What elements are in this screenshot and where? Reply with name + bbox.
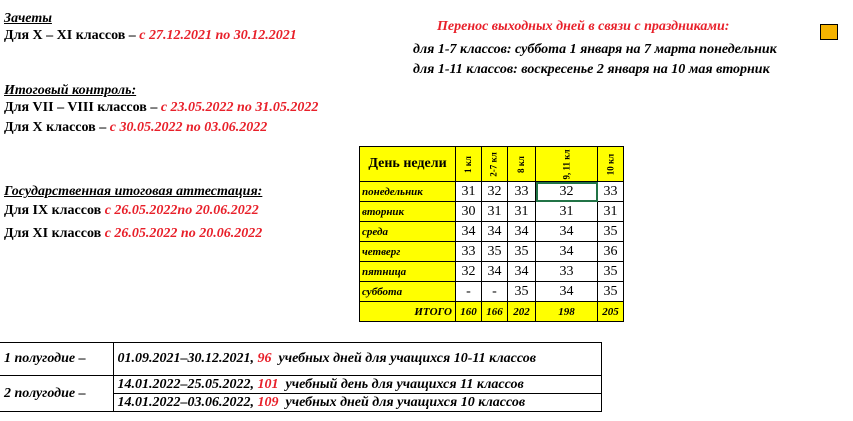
- semester-range: 14.01.2022–25.05.2022,: [117, 376, 258, 392]
- total-label: ИТОГО: [360, 302, 456, 322]
- value-cell[interactable]: 30: [456, 202, 482, 222]
- total-cell[interactable]: 160: [456, 302, 482, 322]
- total-cell[interactable]: 205: [598, 302, 624, 322]
- table-row: [360, 182, 624, 202]
- credits-dates: с 27.12.2021 по 30.12.2021: [139, 28, 297, 43]
- attestation-label: Для IX классов: [4, 203, 105, 218]
- orange-marker: [820, 24, 838, 40]
- value-cell[interactable]: 35: [598, 282, 624, 302]
- value-cell[interactable]: 36: [598, 242, 624, 262]
- control-line-1: [4, 100, 318, 116]
- semester-days: 101: [257, 376, 279, 392]
- semester-label: 1 полугодие –: [0, 343, 113, 376]
- header-class: 8 кл: [508, 147, 536, 182]
- credits-line: [4, 28, 297, 44]
- transfer-line-1: для 1-7 классов: суббота 1 января на 7 марта понедельник: [413, 42, 777, 57]
- value-cell[interactable]: 35: [482, 242, 508, 262]
- control-label: Для VII – VIII классов –: [4, 100, 161, 115]
- value-cell[interactable]: 31: [482, 202, 508, 222]
- transfer-line-2: для 1-11 классов: воскресенье 2 января на 10 мая вторник: [413, 62, 770, 77]
- semester-label: 2 полугодие –: [0, 376, 113, 412]
- semester-line: [113, 343, 601, 376]
- day-cell: четверг: [360, 242, 456, 262]
- credits-heading: Зачеты: [4, 11, 52, 26]
- semester-row-2: [0, 376, 601, 394]
- value-cell[interactable]: 33: [508, 182, 536, 202]
- semester-text: учебный день для учащихся 11 классов: [278, 376, 524, 392]
- value-cell[interactable]: 33: [456, 242, 482, 262]
- value-cell[interactable]: 34: [508, 262, 536, 282]
- value-cell[interactable]: 31: [536, 202, 598, 222]
- table-row: [360, 282, 624, 302]
- total-cell[interactable]: 198: [536, 302, 598, 322]
- value-cell[interactable]: 35: [508, 242, 536, 262]
- value-cell[interactable]: 35: [508, 282, 536, 302]
- value-cell[interactable]: 31: [508, 202, 536, 222]
- day-cell: пятница: [360, 262, 456, 282]
- value-cell[interactable]: 33: [598, 182, 624, 202]
- value-cell[interactable]: 35: [598, 262, 624, 282]
- schedule-table: [359, 146, 624, 322]
- table-row: [360, 242, 624, 262]
- semester-line: [113, 394, 601, 412]
- value-cell[interactable]: 34: [536, 222, 598, 242]
- semester-text: учебных дней для учащихся 10 классов: [278, 394, 526, 410]
- schedule-header-row: [360, 147, 624, 182]
- day-cell: вторник: [360, 202, 456, 222]
- table-row: [360, 222, 624, 242]
- total-cell[interactable]: 166: [482, 302, 508, 322]
- table-row: [360, 202, 624, 222]
- total-cell[interactable]: 202: [508, 302, 536, 322]
- value-cell[interactable]: 34: [456, 222, 482, 242]
- table-row: [360, 262, 624, 282]
- control-dates: с 23.05.2022 по 31.05.2022: [160, 100, 319, 115]
- header-class: 1 кл: [456, 147, 482, 182]
- attestation-dates: с 26.05.2022 по 20.06.2022: [104, 226, 263, 241]
- value-cell[interactable]: 31: [456, 182, 482, 202]
- value-cell[interactable]: 31: [598, 202, 624, 222]
- day-cell: суббота: [360, 282, 456, 302]
- attestation-dates: с 26.05.2022по 20.06.2022: [104, 203, 259, 218]
- value-cell[interactable]: 34: [536, 282, 598, 302]
- attestation-label: Для XI классов: [4, 226, 105, 241]
- value-cell[interactable]: 34: [482, 222, 508, 242]
- credits-label: Для X – XI классов –: [4, 28, 140, 43]
- total-row: [360, 302, 624, 322]
- header-class: 10 кл: [598, 147, 624, 182]
- control-label: Для X классов –: [4, 120, 110, 135]
- semester-text: учебных дней для учащихся 10-11 классов: [271, 351, 536, 366]
- selected-cell[interactable]: 32: [536, 182, 598, 202]
- value-cell[interactable]: 34: [508, 222, 536, 242]
- header-class: 2-7 кл: [482, 147, 508, 182]
- semester-line: [113, 376, 601, 394]
- semester-row-1: [0, 343, 601, 376]
- value-cell[interactable]: 32: [482, 182, 508, 202]
- attestation-heading: Государственная итоговая аттестация:: [4, 184, 263, 199]
- control-heading: Итоговый контроль:: [4, 83, 137, 98]
- day-cell: среда: [360, 222, 456, 242]
- value-cell[interactable]: 34: [482, 262, 508, 282]
- value-cell[interactable]: -: [482, 282, 508, 302]
- header-class: 9, 11 кл: [536, 147, 598, 182]
- control-line-2: [4, 120, 267, 136]
- semester-days: 96: [257, 351, 272, 366]
- value-cell[interactable]: -: [456, 282, 482, 302]
- semester-range: 14.01.2022–03.06.2022,: [117, 394, 258, 410]
- value-cell[interactable]: 35: [598, 222, 624, 242]
- header-day: День недели: [360, 147, 456, 182]
- semester-days: 109: [257, 394, 279, 410]
- attestation-line-2: [4, 226, 262, 242]
- control-dates: с 30.05.2022 по 03.06.2022: [109, 120, 268, 135]
- transfer-heading: Перенос выходных дней в связи с праздниками:: [437, 19, 730, 34]
- semester-table: [0, 342, 602, 412]
- value-cell[interactable]: 32: [456, 262, 482, 282]
- attestation-line-1: [4, 203, 259, 219]
- semester-range: 01.09.2021–30.12.2021,: [117, 351, 258, 366]
- value-cell[interactable]: 33: [536, 262, 598, 282]
- value-cell[interactable]: 34: [536, 242, 598, 262]
- day-cell: понедельник: [360, 182, 456, 202]
